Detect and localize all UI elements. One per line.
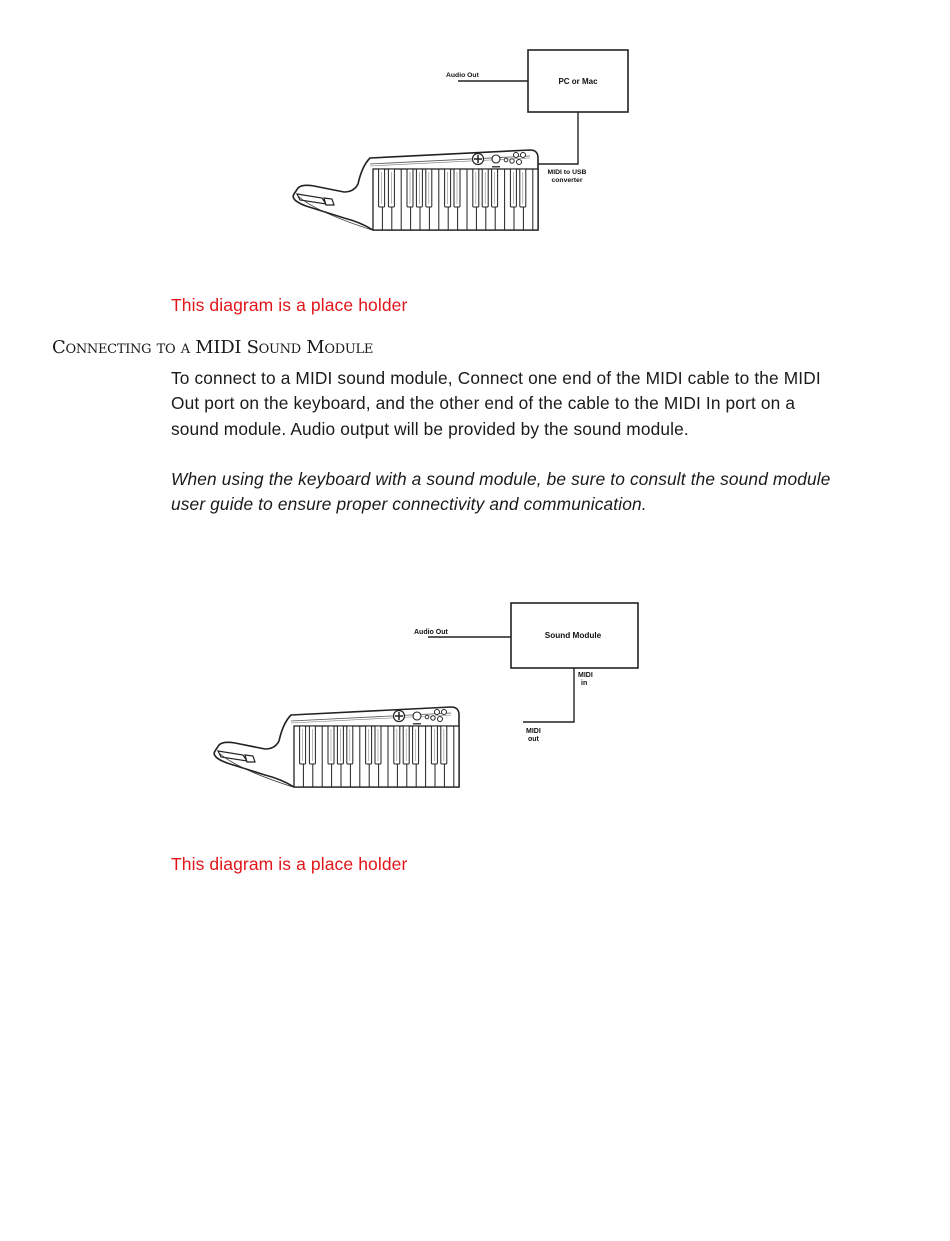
section-paragraph: To connect to a MIDI sound module, Connect one end of the MIDI cable to the MIDI Out port on the keyboard, and the other end of the cable to the MIDI In port on a sound module. Audio output will be provided by the sound module. — [171, 368, 821, 439]
port-label-line2: converter — [551, 177, 583, 184]
diagram1-caption: This diagram is a place holder — [171, 295, 408, 315]
diagram2-caption: This diagram is a place holder — [171, 854, 408, 874]
midi-out-label-line2: out — [528, 736, 539, 743]
audio-out-label: Audio Out — [414, 629, 448, 636]
sound-module-label: Sound Module — [544, 631, 602, 640]
diagram-sound-module-connection — [207, 601, 647, 801]
midi-in-label-line1: MIDI — [578, 672, 593, 679]
midi-out-label-line1: MIDI — [526, 728, 541, 735]
diagram-pc-connection — [286, 48, 646, 240]
audio-out-label: Audio Out — [446, 72, 479, 79]
usb-cable — [538, 112, 578, 164]
keytar-image — [214, 707, 459, 787]
pc-box-label: PC or Mac — [558, 77, 598, 86]
midi-in-label-line2: in — [581, 680, 588, 687]
keytar-image — [293, 150, 538, 230]
section-heading: Connecting to a MIDI Sound Module — [52, 337, 374, 358]
section-note: When using the keyboard with a sound module, be sure to consult the sound module user guide to ensure proper connectivity and communication. — [171, 469, 831, 515]
port-label-line1: MIDI to USB — [547, 169, 587, 176]
midi-cable — [523, 668, 574, 722]
